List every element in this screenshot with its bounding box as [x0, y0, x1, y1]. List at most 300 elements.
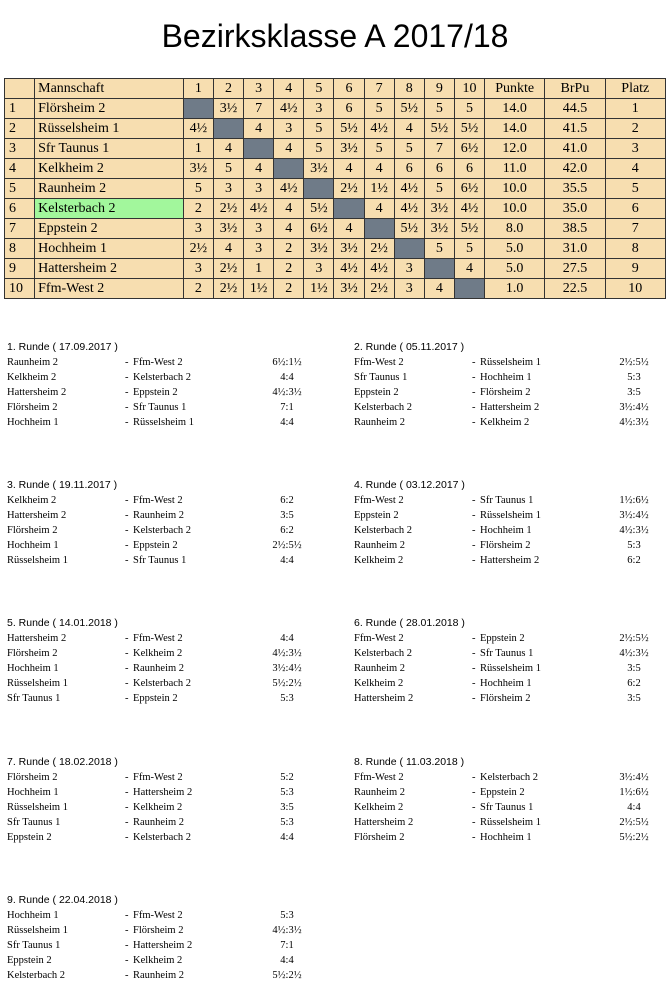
self-cell — [304, 179, 334, 199]
match-row — [7, 908, 327, 923]
away-team: Raunheim 2 — [133, 970, 185, 981]
score-cell: 4½ — [274, 99, 304, 119]
score-cell: 3 — [274, 119, 304, 139]
score-cell: 1½ — [304, 279, 334, 299]
away-team: Sfr Taunus 1 — [480, 802, 534, 813]
match-row — [7, 538, 327, 553]
score-cell: 3½ — [304, 159, 334, 179]
away-team: Rüsselsheim 1 — [480, 663, 541, 674]
round-title: 5. Runde ( 14.01.2018 ) — [7, 617, 118, 629]
home-team: Ffm-West 2 — [354, 495, 404, 506]
away-team: Hattersheim 2 — [133, 940, 193, 951]
score-cell: 2 — [274, 279, 304, 299]
score-cell: 4 — [274, 219, 304, 239]
match-separator: - — [472, 633, 476, 644]
match-row — [354, 661, 670, 676]
match-result: 3:5 — [280, 510, 294, 521]
match-separator: - — [125, 832, 129, 843]
home-team: Rüsselsheim 1 — [7, 925, 68, 936]
score-cell: 2 — [274, 259, 304, 279]
header-cell: 7 — [364, 79, 394, 99]
match-row — [7, 523, 327, 538]
match-result: 5½:2½ — [619, 832, 649, 843]
score-cell: 3 — [244, 179, 274, 199]
match-result: 6:2 — [627, 555, 641, 566]
match-row — [354, 631, 670, 646]
round-block — [7, 893, 327, 983]
match-separator: - — [125, 940, 129, 951]
score-cell: 4½ — [183, 119, 213, 139]
punkte-cell: 10.0 — [485, 199, 545, 219]
score-cell: 2 — [183, 279, 213, 299]
score-cell: 5 — [304, 119, 334, 139]
away-team: Hochheim 1 — [480, 678, 532, 689]
score-cell: 5½ — [454, 119, 484, 139]
match-result: 3½:4½ — [619, 402, 649, 413]
score-cell: 4 — [274, 199, 304, 219]
away-team: Kelsterbach 2 — [133, 372, 192, 383]
round-title: 3. Runde ( 19.11.2017 ) — [7, 479, 118, 491]
header-cell: Platz — [605, 79, 665, 99]
platz-cell: 3 — [605, 139, 665, 159]
match-row — [354, 538, 670, 553]
self-cell — [334, 199, 364, 219]
score-cell: 5½ — [394, 219, 424, 239]
away-team: Hattersheim 2 — [133, 787, 193, 798]
team-name: Ffm-West 2 — [35, 279, 184, 299]
home-team: Rüsselsheim 1 — [7, 678, 68, 689]
score-cell: 4 — [424, 279, 454, 299]
match-separator: - — [125, 525, 129, 536]
row-rank: 2 — [5, 119, 35, 139]
row-rank: 8 — [5, 239, 35, 259]
away-team: Eppstein 2 — [480, 787, 525, 798]
score-cell: 7 — [424, 139, 454, 159]
home-team: Sfr Taunus 1 — [7, 940, 61, 951]
row-rank: 4 — [5, 159, 35, 179]
score-cell: 5½ — [394, 99, 424, 119]
match-result: 5:3 — [280, 693, 294, 704]
match-row — [7, 355, 327, 370]
match-result: 5:2 — [280, 772, 294, 783]
score-cell: 3 — [244, 239, 274, 259]
match-result: 3:5 — [627, 387, 641, 398]
header-cell: 10 — [454, 79, 484, 99]
home-team: Kelkheim 2 — [7, 495, 57, 506]
score-cell: 5 — [454, 99, 484, 119]
match-row — [7, 370, 327, 385]
score-cell: 5 — [364, 99, 394, 119]
match-separator: - — [472, 417, 476, 428]
match-result: 5½:2½ — [272, 678, 302, 689]
score-cell: 3½ — [334, 239, 364, 259]
match-result: 3½:4½ — [619, 510, 649, 521]
match-separator: - — [472, 555, 476, 566]
away-team: Hochheim 1 — [480, 372, 532, 383]
match-separator: - — [472, 817, 476, 828]
score-cell: 3 — [183, 219, 213, 239]
match-separator: - — [125, 955, 129, 966]
round-block — [354, 340, 670, 430]
round-block — [354, 616, 670, 706]
score-cell: 1 — [183, 139, 213, 159]
platz-cell: 5 — [605, 179, 665, 199]
match-result: 4½:3½ — [272, 925, 302, 936]
score-cell: 5½ — [304, 199, 334, 219]
team-name: Kelkheim 2 — [35, 159, 184, 179]
match-result: 6½:1½ — [272, 357, 302, 368]
away-team: Sfr Taunus 1 — [480, 495, 534, 506]
score-cell: 3 — [394, 279, 424, 299]
home-team: Hattersheim 2 — [7, 510, 67, 521]
score-cell: 4 — [364, 199, 394, 219]
home-team: Rüsselsheim 1 — [7, 802, 68, 813]
team-name: Raunheim 2 — [35, 179, 184, 199]
match-row — [7, 631, 327, 646]
score-cell: 6½ — [454, 139, 484, 159]
match-separator: - — [472, 663, 476, 674]
score-cell: 3 — [304, 259, 334, 279]
away-team: Kelkheim 2 — [133, 955, 183, 966]
match-row — [354, 785, 670, 800]
match-row — [354, 646, 670, 661]
brpu-cell: 31.0 — [545, 239, 605, 259]
brpu-cell: 27.5 — [545, 259, 605, 279]
self-cell — [274, 159, 304, 179]
away-team: Eppstein 2 — [133, 387, 178, 398]
score-cell: 5½ — [334, 119, 364, 139]
match-row — [7, 830, 327, 845]
header-cell: 8 — [394, 79, 424, 99]
header-cell: 4 — [274, 79, 304, 99]
row-rank: 6 — [5, 199, 35, 219]
match-row — [354, 370, 670, 385]
score-cell: 3½ — [183, 159, 213, 179]
round-title: 8. Runde ( 11.03.2018 ) — [354, 756, 465, 768]
match-result: 4:4 — [280, 633, 294, 644]
score-cell: 5 — [424, 239, 454, 259]
score-cell: 1½ — [244, 279, 274, 299]
home-team: Eppstein 2 — [354, 387, 399, 398]
home-team: Rüsselsheim 1 — [7, 555, 68, 566]
match-row — [7, 770, 327, 785]
self-cell — [424, 259, 454, 279]
match-row — [7, 400, 327, 415]
punkte-cell: 5.0 — [485, 239, 545, 259]
home-team: Kelkheim 2 — [354, 678, 404, 689]
home-team: Kelkheim 2 — [7, 372, 57, 383]
home-team: Hattersheim 2 — [7, 387, 67, 398]
punkte-cell: 14.0 — [485, 119, 545, 139]
header-cell — [5, 79, 35, 99]
match-row — [354, 508, 670, 523]
score-cell: 4½ — [454, 199, 484, 219]
header-cell: 5 — [304, 79, 334, 99]
round-block — [7, 755, 327, 845]
match-separator: - — [472, 772, 476, 783]
match-row — [7, 923, 327, 938]
home-team: Sfr Taunus 1 — [7, 693, 61, 704]
table-row — [5, 239, 666, 259]
score-cell: 2½ — [334, 179, 364, 199]
match-separator: - — [472, 787, 476, 798]
brpu-cell: 35.0 — [545, 199, 605, 219]
match-row — [354, 830, 670, 845]
home-team: Sfr Taunus 1 — [7, 817, 61, 828]
row-rank: 5 — [5, 179, 35, 199]
match-result: 7:1 — [280, 402, 294, 413]
table-row — [5, 119, 666, 139]
match-separator: - — [125, 970, 129, 981]
home-team: Hattersheim 2 — [7, 633, 67, 644]
header-cell: 2 — [213, 79, 243, 99]
score-cell: 4 — [364, 159, 394, 179]
match-separator: - — [125, 417, 129, 428]
away-team: Ffm-West 2 — [133, 495, 183, 506]
round-block — [7, 478, 327, 568]
round-title: 9. Runde ( 22.04.2018 ) — [7, 894, 118, 906]
score-cell: 4½ — [394, 179, 424, 199]
match-result: 2½:5½ — [272, 540, 302, 551]
match-row — [354, 676, 670, 691]
match-row — [354, 691, 670, 706]
score-cell: 5 — [183, 179, 213, 199]
match-separator: - — [125, 495, 129, 506]
match-separator: - — [125, 910, 129, 921]
match-separator: - — [472, 372, 476, 383]
score-cell: 5½ — [424, 119, 454, 139]
match-row — [7, 508, 327, 523]
match-row — [7, 493, 327, 508]
self-cell — [364, 219, 394, 239]
match-result: 6:2 — [280, 525, 294, 536]
home-team: Hochheim 1 — [7, 663, 59, 674]
home-team: Eppstein 2 — [7, 832, 52, 843]
score-cell: 1½ — [364, 179, 394, 199]
score-cell: 6½ — [454, 179, 484, 199]
match-separator: - — [472, 357, 476, 368]
match-row — [7, 953, 327, 968]
away-team: Kelkheim 2 — [133, 648, 183, 659]
away-team: Rüsselsheim 1 — [480, 510, 541, 521]
score-cell: 5 — [454, 239, 484, 259]
away-team: Raunheim 2 — [133, 663, 185, 674]
away-team: Ffm-West 2 — [133, 772, 183, 783]
match-result: 7:1 — [280, 940, 294, 951]
match-separator: - — [472, 525, 476, 536]
home-team: Flörsheim 2 — [7, 402, 58, 413]
row-rank: 3 — [5, 139, 35, 159]
self-cell — [244, 139, 274, 159]
home-team: Hattersheim 2 — [354, 817, 414, 828]
platz-cell: 8 — [605, 239, 665, 259]
match-result: 3½:4½ — [619, 772, 649, 783]
away-team: Flörsheim 2 — [133, 925, 184, 936]
home-team: Hochheim 1 — [7, 910, 59, 921]
home-team: Flörsheim 2 — [7, 772, 58, 783]
away-team: Raunheim 2 — [133, 510, 185, 521]
score-cell: 4 — [334, 219, 364, 239]
away-team: Hattersheim 2 — [480, 555, 540, 566]
match-result: 2½:5½ — [619, 633, 649, 644]
home-team: Raunheim 2 — [354, 663, 406, 674]
score-cell: 2 — [274, 239, 304, 259]
score-cell: 5 — [424, 179, 454, 199]
match-result: 4½:3½ — [619, 417, 649, 428]
score-cell: 4 — [244, 119, 274, 139]
match-result: 4:4 — [627, 802, 641, 813]
match-result: 4:4 — [280, 955, 294, 966]
home-team: Ffm-West 2 — [354, 772, 404, 783]
away-team: Flörsheim 2 — [480, 387, 531, 398]
score-cell: 5½ — [454, 219, 484, 239]
match-result: 5:3 — [627, 372, 641, 383]
row-rank: 7 — [5, 219, 35, 239]
score-cell: 4½ — [394, 199, 424, 219]
row-rank: 1 — [5, 99, 35, 119]
match-row — [7, 938, 327, 953]
away-team: Ffm-West 2 — [133, 910, 183, 921]
team-name: Flörsheim 2 — [35, 99, 184, 119]
match-separator: - — [472, 510, 476, 521]
header-cell: BrPu — [545, 79, 605, 99]
home-team: Kelsterbach 2 — [354, 648, 413, 659]
score-cell: 3½ — [213, 219, 243, 239]
match-result: 3½:4½ — [272, 663, 302, 674]
brpu-cell: 22.5 — [545, 279, 605, 299]
self-cell — [213, 119, 243, 139]
score-cell: 4 — [334, 159, 364, 179]
score-cell: 5 — [213, 159, 243, 179]
row-rank: 9 — [5, 259, 35, 279]
away-team: Rüsselsheim 1 — [480, 357, 541, 368]
away-team: Ffm-West 2 — [133, 357, 183, 368]
punkte-cell: 8.0 — [485, 219, 545, 239]
match-result: 6:2 — [627, 678, 641, 689]
score-cell: 2 — [183, 199, 213, 219]
score-cell: 6 — [334, 99, 364, 119]
away-team: Hochheim 1 — [480, 832, 532, 843]
score-cell: 4½ — [364, 119, 394, 139]
home-team: Flörsheim 2 — [7, 525, 58, 536]
match-separator: - — [125, 555, 129, 566]
home-team: Sfr Taunus 1 — [354, 372, 408, 383]
home-team: Raunheim 2 — [354, 787, 406, 798]
score-cell: 3 — [304, 99, 334, 119]
match-row — [7, 815, 327, 830]
match-separator: - — [125, 648, 129, 659]
platz-cell: 7 — [605, 219, 665, 239]
away-team: Eppstein 2 — [480, 633, 525, 644]
row-rank: 10 — [5, 279, 35, 299]
round-title: 7. Runde ( 18.02.2018 ) — [7, 756, 118, 768]
brpu-cell: 38.5 — [545, 219, 605, 239]
match-separator: - — [472, 678, 476, 689]
match-separator: - — [125, 402, 129, 413]
home-team: Flörsheim 2 — [7, 648, 58, 659]
score-cell: 5 — [424, 99, 454, 119]
score-cell: 2½ — [364, 279, 394, 299]
match-result: 4½:3½ — [272, 648, 302, 659]
away-team: Kelsterbach 2 — [133, 525, 192, 536]
match-result: 3:5 — [627, 693, 641, 704]
match-separator: - — [472, 648, 476, 659]
score-cell: 3½ — [424, 199, 454, 219]
home-team: Hochheim 1 — [7, 417, 59, 428]
platz-cell: 2 — [605, 119, 665, 139]
score-cell: 4½ — [334, 259, 364, 279]
score-cell: 3½ — [334, 279, 364, 299]
away-team: Sfr Taunus 1 — [133, 555, 187, 566]
score-cell: 3 — [213, 179, 243, 199]
away-team: Rüsselsheim 1 — [480, 817, 541, 828]
match-separator: - — [125, 372, 129, 383]
home-team: Kelkheim 2 — [354, 802, 404, 813]
home-team: Ffm-West 2 — [354, 357, 404, 368]
match-result: 1½:6½ — [619, 495, 649, 506]
match-row — [354, 355, 670, 370]
home-team: Kelsterbach 2 — [354, 402, 413, 413]
table-row — [5, 139, 666, 159]
away-team: Kelsterbach 2 — [133, 832, 192, 843]
punkte-cell: 1.0 — [485, 279, 545, 299]
match-result: 4:4 — [280, 832, 294, 843]
score-cell: 4 — [244, 159, 274, 179]
home-team: Raunheim 2 — [354, 417, 406, 428]
match-row — [354, 385, 670, 400]
self-cell — [394, 239, 424, 259]
match-separator: - — [472, 540, 476, 551]
score-cell: 2½ — [213, 199, 243, 219]
round-title: 4. Runde ( 03.12.2017 ) — [354, 479, 465, 491]
table-row — [5, 159, 666, 179]
match-result: 4½:3½ — [619, 525, 649, 536]
score-cell: 3 — [244, 219, 274, 239]
away-team: Hattersheim 2 — [480, 402, 540, 413]
score-cell: 2½ — [183, 239, 213, 259]
match-separator: - — [125, 817, 129, 828]
brpu-cell: 41.0 — [545, 139, 605, 159]
score-cell: 3½ — [424, 219, 454, 239]
header-cell: 6 — [334, 79, 364, 99]
match-result: 5½:2½ — [272, 970, 302, 981]
self-cell — [183, 99, 213, 119]
match-row — [7, 691, 327, 706]
match-separator: - — [472, 693, 476, 704]
round-block — [354, 755, 670, 845]
match-separator: - — [472, 402, 476, 413]
match-separator: - — [472, 802, 476, 813]
match-row — [7, 661, 327, 676]
score-cell: 4½ — [244, 199, 274, 219]
away-team: Kelsterbach 2 — [480, 772, 539, 783]
match-result: 3:5 — [627, 663, 641, 674]
match-row — [354, 770, 670, 785]
match-row — [7, 800, 327, 815]
home-team: Raunheim 2 — [354, 540, 406, 551]
score-cell: 3 — [183, 259, 213, 279]
match-result: 5:3 — [280, 817, 294, 828]
away-team: Sfr Taunus 1 — [133, 402, 187, 413]
table-row — [5, 219, 666, 239]
score-cell: 5 — [394, 139, 424, 159]
score-cell: 4 — [454, 259, 484, 279]
match-row — [354, 400, 670, 415]
match-row — [7, 676, 327, 691]
match-separator: - — [125, 787, 129, 798]
team-name: Kelsterbach 2 — [35, 199, 184, 219]
brpu-cell: 35.5 — [545, 179, 605, 199]
